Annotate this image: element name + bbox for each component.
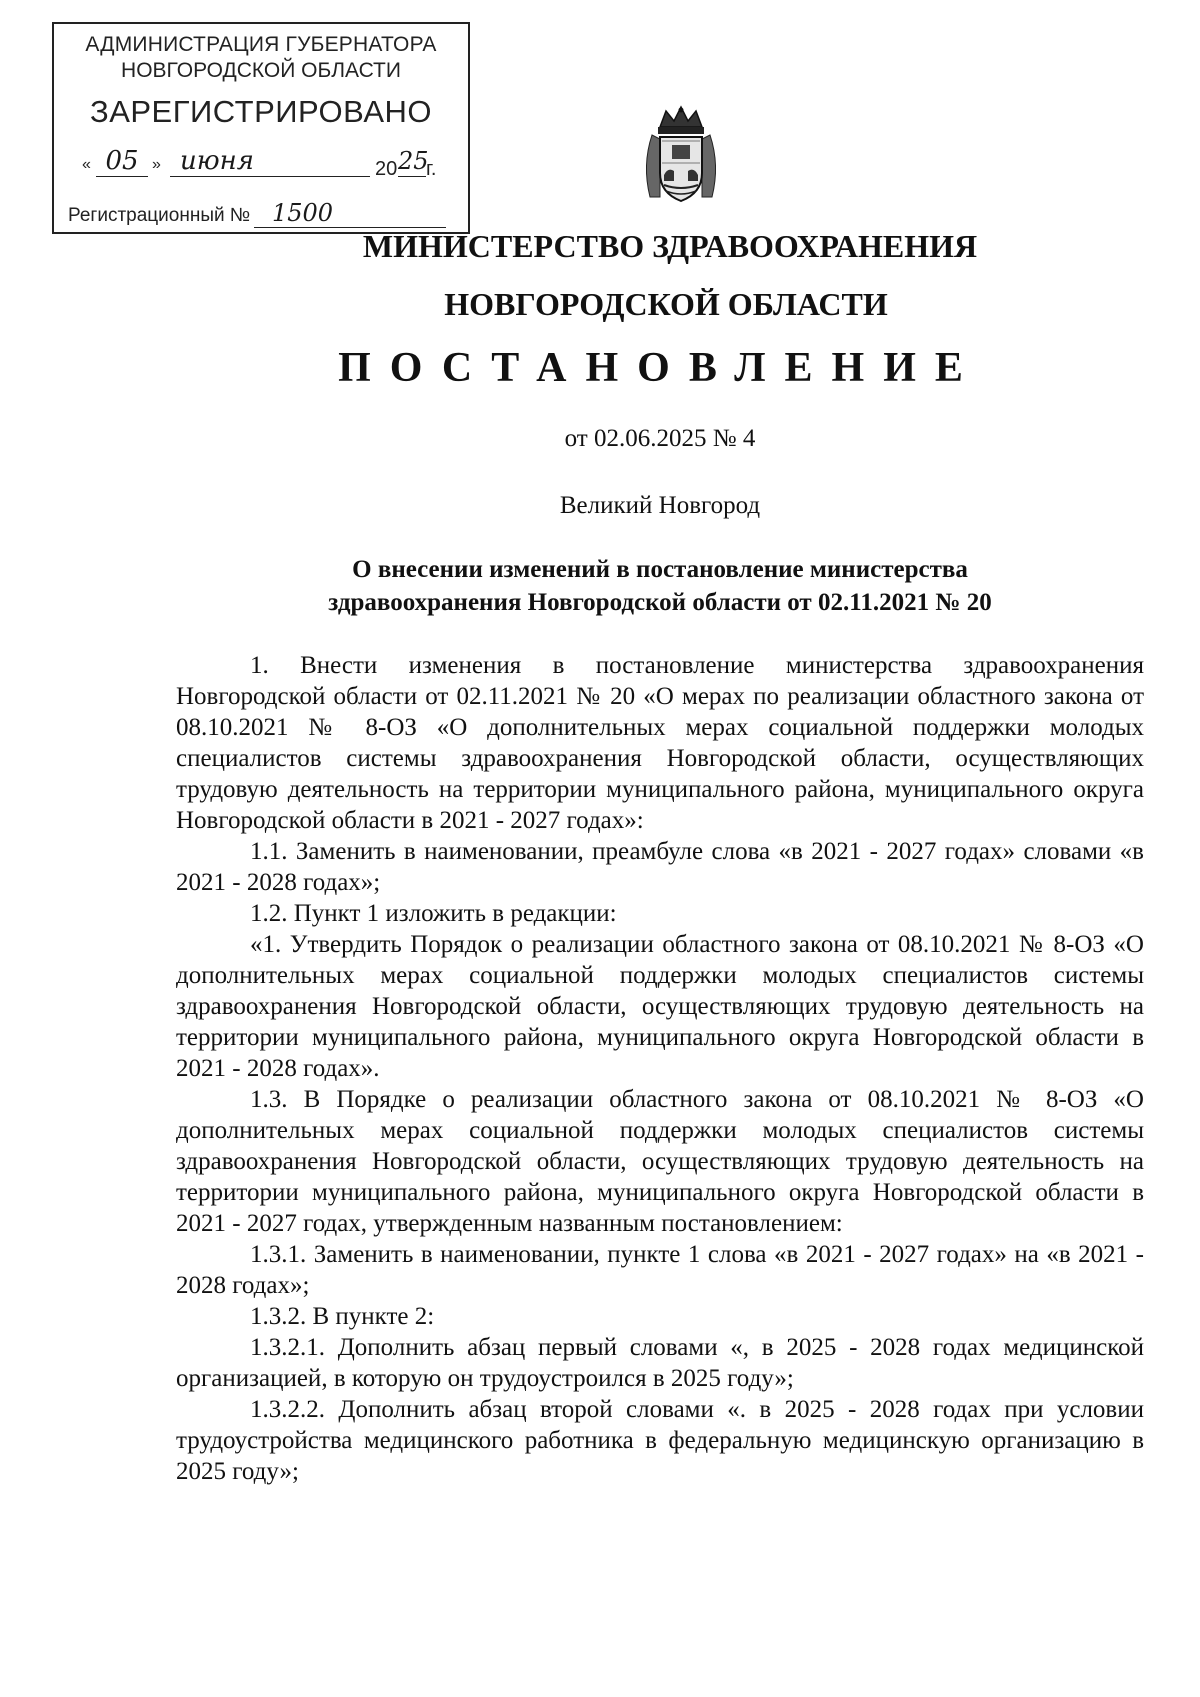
document-type: ПОСТАНОВЛЕНИЕ [338, 345, 982, 391]
document-body [176, 650, 1144, 1487]
coat-of-arms-icon [638, 105, 724, 205]
document-number: от 02.06.2025 № 4 [564, 425, 756, 452]
stamp-date-century: 20 [375, 158, 398, 180]
paragraph-1-3-1: 1.3.1. Заменить в наименовании, пункте 1 слова «в 2021 - 2027 годах» на «в 2021 - 2028 годах»; [176, 1241, 1144, 1299]
paragraph-1-3-2-1: 1.3.2.1. Дополнить абзац первый словами «, в 2025 - 2028 годах медицинской организацией, в которую он трудоустроился в 2025 году»; [176, 1334, 1144, 1392]
stamp-org-line1: АДМИНИСТРАЦИЯ ГУБЕРНАТОРА [85, 33, 437, 56]
paragraph-1: 1. Внести изменения в постановление министерства здравоохранения Новгородской области от 02.11.2021 № 20 «О мерах по реализации областного закона от 08.10.2021 № 8-ОЗ «О дополнительных мерах социальной поддержки молодых специалистов системы здравоохранения Новгородской области, осуществляющих трудовую деятельность на территории муниципального района, муниципального округа Новгородской области в 2021 - 2027 годах»: [176, 652, 1144, 834]
stamp-date-month: июня [170, 146, 370, 177]
subject-line1: О внесении изменений в постановление министерства [352, 556, 968, 583]
subject-line2: здравоохранения Новгородской области от 02.11.2021 № 20 [328, 589, 992, 616]
paragraph-1-1: 1.1. Заменить в наименовании, преамбуле слова «в 2021 - 2027 годах» словами «в 2021 - 2028 годах»; [176, 838, 1144, 896]
stamp-date-day: 05 [96, 146, 148, 177]
ministry-name-line2: НОВГОРОДСКОЙ ОБЛАСТИ [444, 286, 888, 322]
paragraph-1-2-quote: «1. Утвердить Порядок о реализации областного закона от 08.10.2021 № 8-ОЗ «О дополнительных мерах социальной поддержки молодых специалистов системы здравоохранения Новгородской области, осуществляющих трудовую деятельность на территории муниципального района, муниципального округа Новгородской области в 2021 - 2028 годах». [176, 931, 1144, 1082]
stamp-reg-label: Регистрационный № [68, 205, 251, 226]
paragraph-1-3: 1.3. В Порядке о реализации областного закона от 08.10.2021 № 8-ОЗ «О дополнительных мерах социальной поддержки молодых специалистов системы здравоохранения Новгородской области, осуществляющих трудовую деятельность на территории муниципального района, муниципального округа Новгородской области в 2021 - 2027 годах, утвержденным названным постановлением: [176, 1086, 1144, 1237]
registration-stamp [52, 22, 470, 234]
document-subject [60, 553, 1200, 619]
stamp-date-year: 25 [398, 147, 429, 175]
document-city: Великий Новгород [559, 492, 761, 519]
stamp-reg-number: 1500 [254, 199, 446, 228]
ministry-name-line1: МИНИСТЕРСТВО ЗДРАВООХРАНЕНИЯ [362, 228, 978, 264]
stamp-date-close-quote: » [152, 156, 161, 173]
stamp-org-line2: НОВГОРОДСКОЙ ОБЛАСТИ [121, 59, 401, 82]
paragraph-1-3-2-2: 1.3.2.2. Дополнить абзац второй словами «. в 2025 - 2028 годах при условии трудоустройства медицинского работника в федеральную медицинскую организацию в 2025 году»; [176, 1396, 1144, 1485]
paragraph-1-3-2: 1.3.2. В пункте 2: [250, 1303, 435, 1330]
stamp-date-year-unit: г. [426, 158, 437, 180]
stamp-date [82, 146, 452, 182]
stamp-registration [68, 199, 458, 229]
stamp-status: ЗАРЕГИСТРИРОВАНО [89, 94, 432, 129]
paragraph-1-2: 1.2. Пункт 1 изложить в редакции: [250, 900, 617, 927]
stamp-date-open-quote: « [82, 156, 91, 173]
